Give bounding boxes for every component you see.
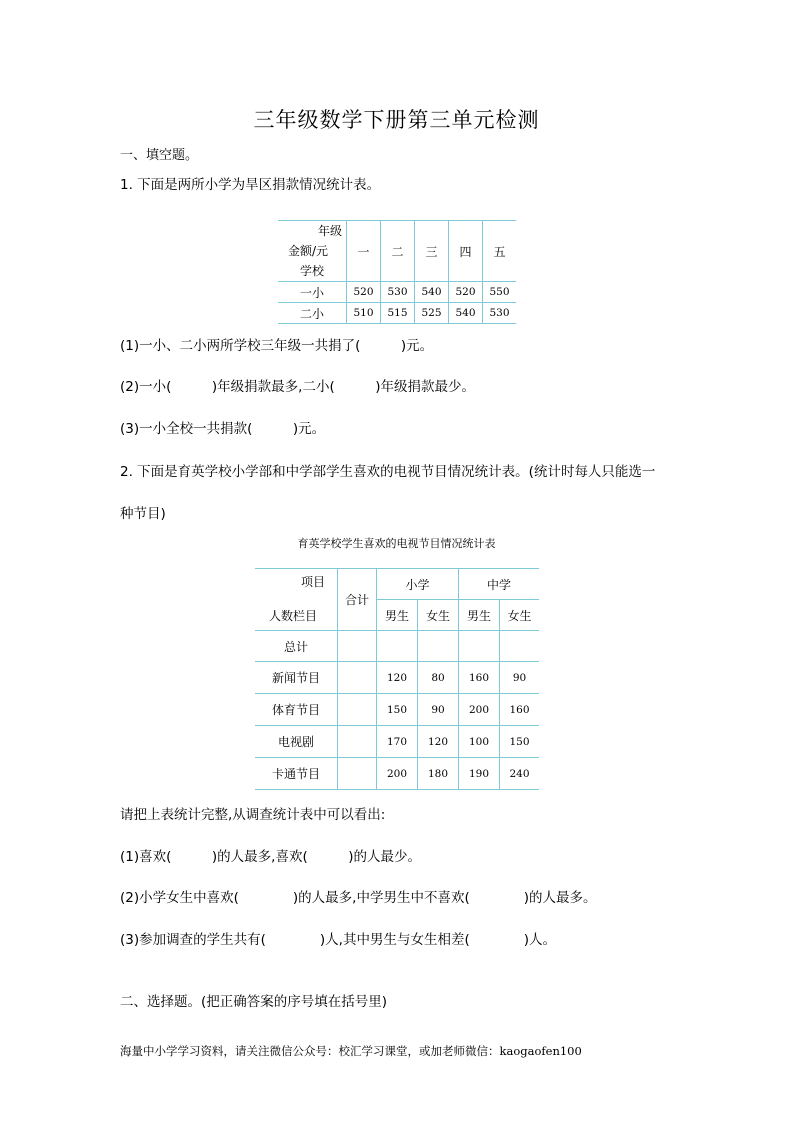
table-cell: 525 [415,303,449,324]
table-row [255,631,539,662]
program-name: 电视剧 [255,726,338,758]
table-cell: 90 [500,662,540,694]
corner-amount-label: 金额/元 [288,244,329,258]
table-row [255,726,539,758]
footer-note: 海量中小学学习资料，请关注微信公众号：校汇学习课堂，或加老师微信：kaogaofen100 [120,1044,582,1058]
table-cell: 160 [459,662,500,694]
total-cell [338,662,377,694]
table-cell: 120 [418,726,459,758]
grade-header: 五 [483,221,517,282]
table-row [255,662,539,694]
table-corner-header [278,221,347,282]
table-cell: 520 [449,282,483,303]
table-cell: 540 [449,303,483,324]
table-cell: 200 [377,758,418,790]
table-cell: 530 [483,303,517,324]
page-title: 三年级数学下册第三单元检测 [253,108,540,132]
primary-school-header: 小学 [377,569,459,600]
table-cell: 100 [459,726,500,758]
corner-item-label: 项目 [300,575,325,589]
section-2-heading: 二、选择题。(把正确答案的序号填在括号里) [120,994,388,1010]
total-cell [338,631,377,662]
table-cell: 170 [377,726,418,758]
grade-header: 三 [415,221,449,282]
table-cell: 80 [418,662,459,694]
middle-boy-header: 男生 [459,600,500,631]
school-name: 二小 [278,303,347,324]
table-cell: 520 [347,282,381,303]
table-cell [418,631,459,662]
primary-girl-header: 女生 [418,600,459,631]
table-row [255,758,539,790]
question-2-stem-line-2: 种节目) [120,506,166,522]
table-row [255,694,539,726]
table-cell: 190 [459,758,500,790]
table-cell [500,631,540,662]
tv-program-table [255,568,539,790]
program-name: 新闻节目 [255,662,338,694]
primary-boy-header: 男生 [377,600,418,631]
tv-table-title: 育英学校学生喜欢的电视节目情况统计表 [297,537,496,550]
table-cell: 180 [418,758,459,790]
table-cell: 150 [500,726,540,758]
school-name: 一小 [278,282,347,303]
table-cell: 200 [459,694,500,726]
table-cell: 510 [347,303,381,324]
table-corner-header [255,569,338,631]
corner-grade-label: 年级 [317,224,342,238]
grade-header: 四 [449,221,483,282]
corner-people-label: 人数栏目 [269,609,318,623]
question-1-sub-3: (3)一小全校一共捐款( )元。 [120,421,326,437]
section-1-heading: 一、填空题。 [120,148,199,163]
table-row [278,282,516,303]
table-cell: 120 [377,662,418,694]
table-cell: 530 [381,282,415,303]
question-1-sub-2: (2)一小( )年级捐款最多,二小( )年级捐款最少。 [120,379,475,395]
middle-school-header: 中学 [459,569,540,600]
table-cell: 540 [415,282,449,303]
program-name: 体育节目 [255,694,338,726]
donation-table [278,220,516,324]
table-cell: 150 [377,694,418,726]
corner-school-label: 学校 [300,264,325,278]
total-column-header: 合计 [338,569,377,631]
table-cell: 160 [500,694,540,726]
table-cell: 550 [483,282,517,303]
grade-header: 二 [381,221,415,282]
table-cell [377,631,418,662]
question-1-sub-1: (1)一小、二小两所学校三年级一共捐了( )元。 [120,338,434,354]
question-2-sub-2: (2)小学女生中喜欢( )的人最多,中学男生中不喜欢( )的人最多。 [120,890,597,906]
middle-girl-header: 女生 [500,600,540,631]
table-cell [459,631,500,662]
table-cell: 240 [500,758,540,790]
question-2-instruction: 请把上表统计完整,从调查统计表中可以看出: [120,807,386,823]
program-name: 卡通节目 [255,758,338,790]
total-cell [338,758,377,790]
program-name: 总计 [255,631,338,662]
grade-header: 一 [347,221,381,282]
question-2-sub-3: (3)参加调查的学生共有( )人,其中男生与女生相差( )人。 [120,932,556,948]
question-2-stem-line-1: 2. 下面是育英学校小学部和中学部学生喜欢的电视节目情况统计表。(统计时每人只能选一 [120,464,656,480]
total-cell [338,694,377,726]
table-cell: 515 [381,303,415,324]
table-row [278,303,516,324]
table-cell: 90 [418,694,459,726]
question-2-sub-1: (1)喜欢( )的人最多,喜欢( )的人最少。 [120,849,421,865]
question-1-stem: 1. 下面是两所小学为旱区捐款情况统计表。 [120,177,381,193]
total-cell [338,726,377,758]
